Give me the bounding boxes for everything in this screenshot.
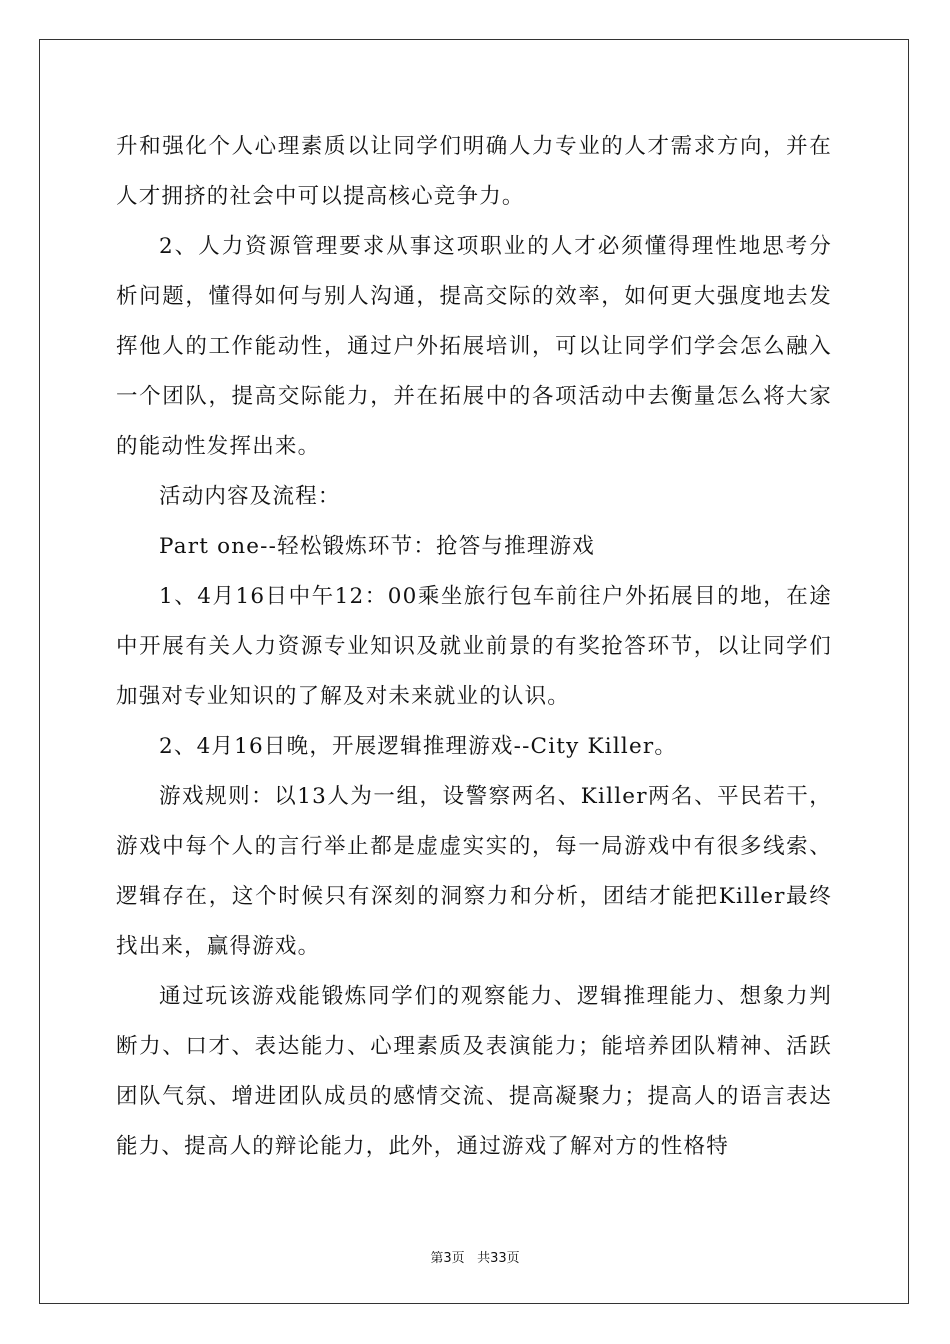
paragraph-1: 升和强化个人心理素质以让同学们明确人力专业的人才需求方向，并在人才拥挤的社会中可以提高核心竞争力。 xyxy=(116,134,832,209)
paragraph-6: 2、4月16日晚，开展逻辑推理游戏--City Killer。 xyxy=(159,734,678,759)
page-number: 第3页 xyxy=(430,1251,465,1266)
paragraph-5: 1、4月16日中午12：00乘坐旅行包车前往户外拓展目的地，在途中开展有关人力资源专业知识及就业前景的有奖抢答环节，以让同学们加强对专业知识的了解及对未来就业的认识。 xyxy=(116,584,832,709)
paragraph-3: 活动内容及流程： xyxy=(159,484,341,509)
paragraph-2: 2、人力资源管理要求从事这项职业的人才必须懂得理性地思考分析问题，懂得如何与别人沟通，提高交际的效率，如何更大强度地去发挥他人的工作能动性，通过户外拓展培训，可以让同学们学会怎么融入一个团队，提高交际能力，并在拓展中的各项活动中去衡量怎么将大家的能动性发挥出来。 xyxy=(116,234,832,459)
document-body xyxy=(116,122,832,1172)
paragraph-7: 游戏规则：以13人为一组，设警察两名、Killer两名、平民若干，游戏中每个人的言行举止都是虚虚实实的，每一局游戏中有很多线索、逻辑存在，这个时候只有深刻的洞察力和分析，团结才能把Killer最终找出来，赢得游戏。 xyxy=(116,784,832,959)
footer-separator xyxy=(465,1251,477,1266)
page-total: 共33页 xyxy=(477,1251,520,1266)
page-footer xyxy=(0,1247,950,1266)
paragraph-8: 通过玩该游戏能锻炼同学们的观察能力、逻辑推理能力、想象力判断力、口才、表达能力、心理素质及表演能力；能培养团队精神、活跃团队气氛、增进团队成员的感情交流、提高凝聚力；提高人的语言表达能力、提高人的辩论能力，此外，通过游戏了解对方的性格特 xyxy=(116,984,832,1159)
paragraph-4: Part one--轻松锻炼环节：抢答与推理游戏 xyxy=(159,534,595,559)
